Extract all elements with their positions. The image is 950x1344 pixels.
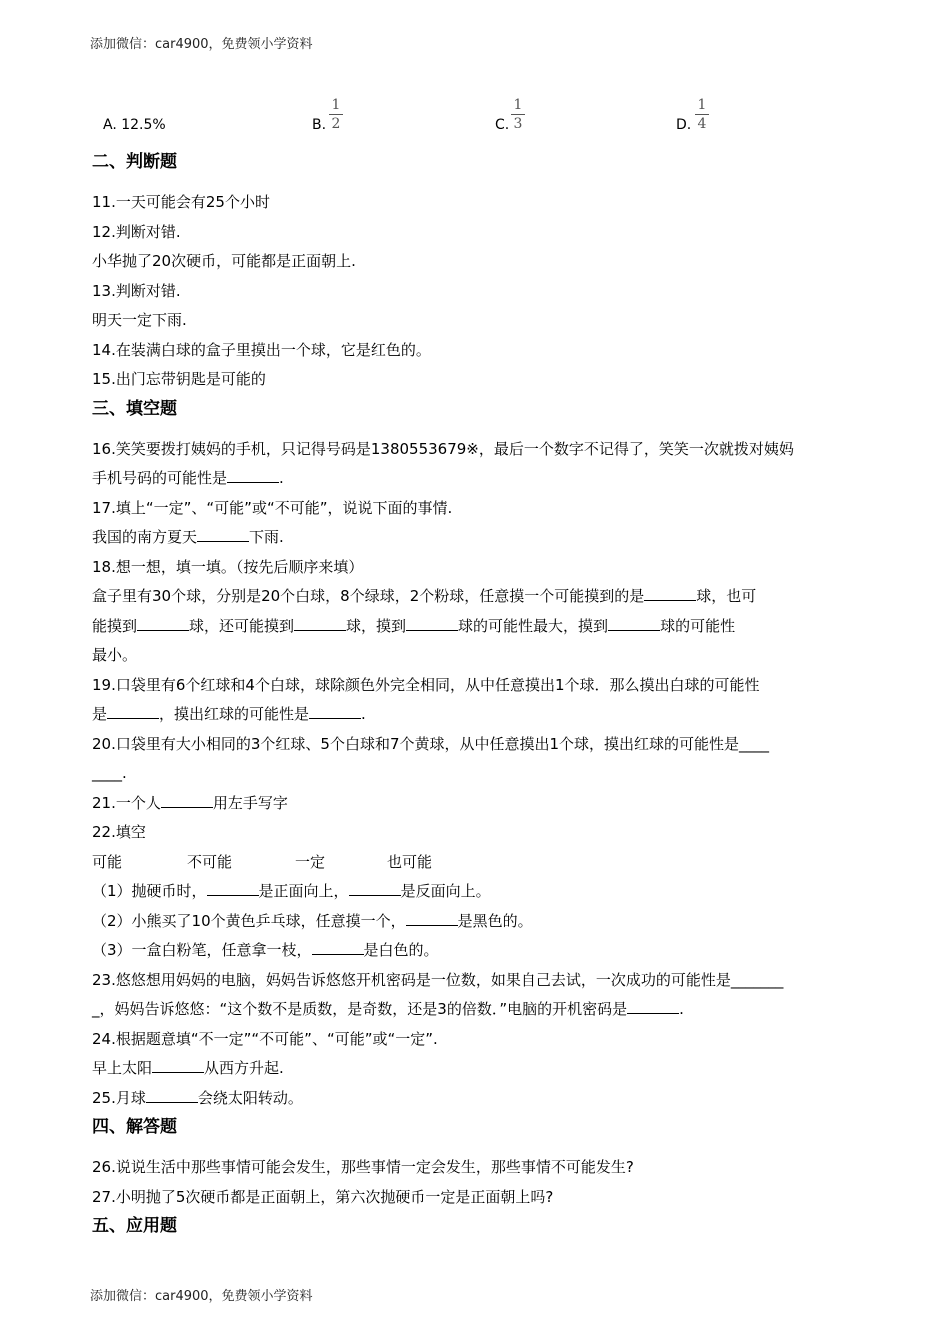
question-16-line1: 16.笑笑要拨打姨妈的手机，只记得号码是1380553679※，最后一个数字不记得了，笑笑一次就拨对姨妈 xyxy=(92,439,794,458)
question-21-text: 用左手写字 xyxy=(212,793,288,812)
question-21-text: 21.一个人 xyxy=(92,793,161,812)
question-23-line2 xyxy=(92,995,862,1025)
section-heading-answer: 四、解答题 xyxy=(92,1117,177,1137)
question-18-text: 球的可能性最大，摸到 xyxy=(458,616,609,635)
answer-blank[interactable] xyxy=(309,702,361,719)
answer-blank[interactable] xyxy=(107,702,159,719)
question-18-line3: 最小。 xyxy=(92,646,138,664)
question-13-prompt: 13.判断对错. xyxy=(92,281,181,300)
fraction-numerator: 1 xyxy=(331,97,341,113)
answer-blank[interactable] xyxy=(294,614,346,631)
question-19-line1: 19.口袋里有6个红球和4个白球，球除颜色外完全相同，从中任意摸出1个球．那么摸出白球的可能性 xyxy=(92,675,760,694)
fraction-denominator: 2 xyxy=(331,116,341,132)
footer-note: 添加微信：car4900，免费领小学资料 xyxy=(90,1289,313,1304)
choice-c-label: C. xyxy=(495,117,510,133)
question-17-end: 下雨. xyxy=(249,528,284,546)
answer-blank[interactable] xyxy=(406,909,458,926)
question-17-prompt: 17.填上“一定”、“可能”或“不可能”，说说下面的事情. xyxy=(92,498,453,517)
question-26: 26.说说生活中那些事情可能会发生，那些事情一定会发生，那些事情不可能发生? xyxy=(92,1158,634,1176)
question-18-line2 xyxy=(92,612,862,642)
question-16-end: . xyxy=(279,469,284,487)
question-24-text: 早上太阳 xyxy=(92,1059,153,1077)
worksheet-body xyxy=(92,150,862,1252)
question-18-text: 球，也可 xyxy=(696,587,757,605)
answer-blank[interactable] xyxy=(644,584,696,601)
header-note: 添加微信：car4900，免费领小学资料 xyxy=(90,37,313,52)
section-heading-judgement: 二、判断题 xyxy=(92,152,177,172)
question-13-statement: 明天一定下雨. xyxy=(92,311,187,329)
question-24-statement xyxy=(92,1054,862,1084)
answer-blank[interactable] xyxy=(312,938,364,955)
question-20-line2: ____. xyxy=(92,764,127,782)
question-22-text: 是反面向上。 xyxy=(400,882,491,900)
fraction-denominator: 4 xyxy=(697,116,707,132)
question-22-text: 是白色的。 xyxy=(363,941,439,959)
choice-a-label: A. 12.5% xyxy=(103,117,166,133)
question-19-line2 xyxy=(92,700,862,730)
question-23-text: _，妈妈告诉悠悠：“这个数不是质数，是奇数，还是3的倍数．”电脑的开机密码是 xyxy=(92,1000,628,1018)
answer-blank[interactable] xyxy=(197,525,249,542)
answer-blank[interactable] xyxy=(146,1086,198,1103)
question-16-text: 手机号码的可能性是 xyxy=(92,469,228,487)
option-word: 一定 xyxy=(295,852,326,871)
question-20-line1: 20.口袋里有大小相同的3个红球、5个白球和7个黄球，从中任意摸出1个球，摸出红球的可能性是____ xyxy=(92,734,770,753)
question-22-text: （3）一盒白粉笔，任意拿一枝， xyxy=(92,941,312,959)
question-18-text: 球，摸到 xyxy=(346,616,407,635)
question-18-text: 能摸到 xyxy=(92,616,138,635)
question-18-line1 xyxy=(92,582,862,612)
question-11: 11.一天可能会有25个小时 xyxy=(92,193,270,211)
question-22-text: 是黑色的。 xyxy=(457,911,533,930)
answer-blank[interactable] xyxy=(627,997,679,1014)
question-22-text: （2）小熊买了10个黄色乒乓球，任意摸一个， xyxy=(92,911,406,930)
fraction-denominator: 3 xyxy=(513,116,523,132)
question-18-text: 盒子里有30个球，分别是20个白球，8个绿球，2个粉球，任意摸一个可能摸到的是 xyxy=(92,587,645,605)
question-19-text: ，摸出红球的可能性是 xyxy=(159,705,310,723)
answer-blank[interactable] xyxy=(227,466,279,483)
answer-blank[interactable] xyxy=(152,1056,204,1073)
question-25-text: 25.月球 xyxy=(92,1088,146,1107)
question-21 xyxy=(92,789,862,819)
question-24-text: 从西方升起. xyxy=(204,1059,284,1077)
question-23-text: . xyxy=(679,1000,684,1018)
fraction-one-quarter xyxy=(695,97,709,132)
section-heading-application: 五、应用题 xyxy=(92,1216,177,1236)
question-12-prompt: 12.判断对错. xyxy=(92,222,181,241)
question-16-line2 xyxy=(92,464,862,494)
question-22-text: 是正面向上， xyxy=(258,882,349,900)
fraction-numerator: 1 xyxy=(697,97,707,113)
fraction-one-third xyxy=(511,97,525,132)
answer-blank[interactable] xyxy=(207,879,259,896)
option-word: 可能 xyxy=(92,852,123,871)
choice-row xyxy=(0,96,950,138)
fraction-numerator: 1 xyxy=(513,97,523,113)
question-19-text: 是 xyxy=(92,705,108,723)
answer-blank[interactable] xyxy=(406,614,458,631)
answer-blank[interactable] xyxy=(608,614,660,631)
choice-d-label: D. xyxy=(676,117,692,133)
question-25 xyxy=(92,1084,862,1114)
question-27: 27.小明抛了5次硬币都是正面朝上，第六次抛硬币一定是正面朝上吗? xyxy=(92,1187,554,1206)
section-heading-fill-in: 三、填空题 xyxy=(92,398,177,419)
question-22-options xyxy=(92,848,862,878)
question-18-text: 球的可能性 xyxy=(660,616,736,635)
answer-blank[interactable] xyxy=(349,879,401,896)
fraction-one-half xyxy=(329,97,343,132)
question-15: 15.出门忘带钥匙是可能的 xyxy=(92,370,266,388)
answer-blank[interactable] xyxy=(161,791,213,808)
option-word: 不可能 xyxy=(187,852,233,871)
question-17-text: 我国的南方夏天 xyxy=(92,528,198,546)
question-24-prompt: 24.根据题意填“不一定”“不可能”、“可能”或“一定”. xyxy=(92,1029,438,1048)
question-22-part2 xyxy=(92,907,862,937)
question-22-text: （1）抛硬币时， xyxy=(92,882,207,900)
option-word: 也可能 xyxy=(387,852,433,871)
question-18-text: 球，还可能摸到 xyxy=(189,616,295,635)
question-14: 14.在装满白球的盒子里摸出一个球，它是红色的。 xyxy=(92,340,431,359)
question-23-line1: 23.悠悠想用妈妈的电脑，妈妈告诉悠悠开机密码是一位数，如果自己去试，一次成功的可能性是_______ xyxy=(92,970,784,989)
answer-blank[interactable] xyxy=(137,614,189,631)
question-19-text: . xyxy=(361,705,366,723)
question-22-prompt: 22.填空 xyxy=(92,823,146,841)
question-18-prompt: 18.想一想，填一填。（按先后顺序来填） xyxy=(92,557,364,576)
question-12-statement: 小华抛了20次硬币，可能都是正面朝上. xyxy=(92,252,356,270)
question-22-part1 xyxy=(92,877,862,907)
choice-b-label: B. xyxy=(312,117,327,133)
question-25-text: 会绕太阳转动。 xyxy=(197,1088,303,1107)
question-22-part3 xyxy=(92,936,862,966)
question-17-statement xyxy=(92,523,862,553)
